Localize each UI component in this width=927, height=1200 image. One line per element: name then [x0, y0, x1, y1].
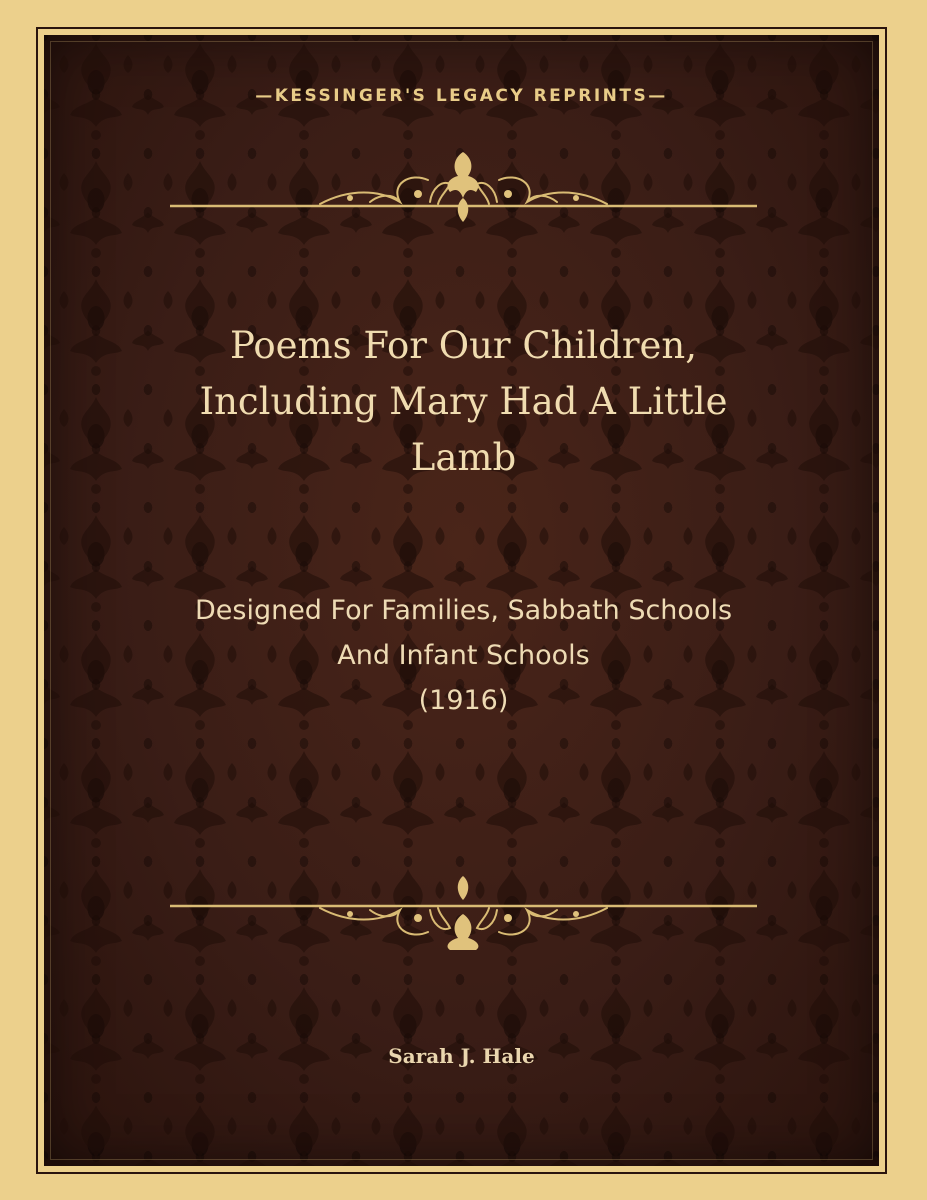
subtitle-line: And Infant Schools: [337, 640, 590, 671]
title-line: Including Mary Had A Little: [199, 380, 728, 423]
author-name: Sarah J. Hale: [388, 1044, 535, 1068]
title-line: Poems For Our Children,: [229, 324, 698, 367]
book-title: [100, 318, 827, 486]
ornate-scroll-ornament-icon: [170, 870, 757, 950]
book-subtitle: [80, 588, 847, 723]
subtitle-line: (1916): [418, 685, 509, 716]
ornate-scroll-ornament-icon: [170, 148, 757, 228]
subtitle-line: Designed For Families, Sabbath Schools: [194, 595, 733, 626]
title-line: Lamb: [410, 436, 517, 479]
publisher-imprint: —KESSINGER'S LEGACY REPRINTS—: [255, 86, 668, 106]
